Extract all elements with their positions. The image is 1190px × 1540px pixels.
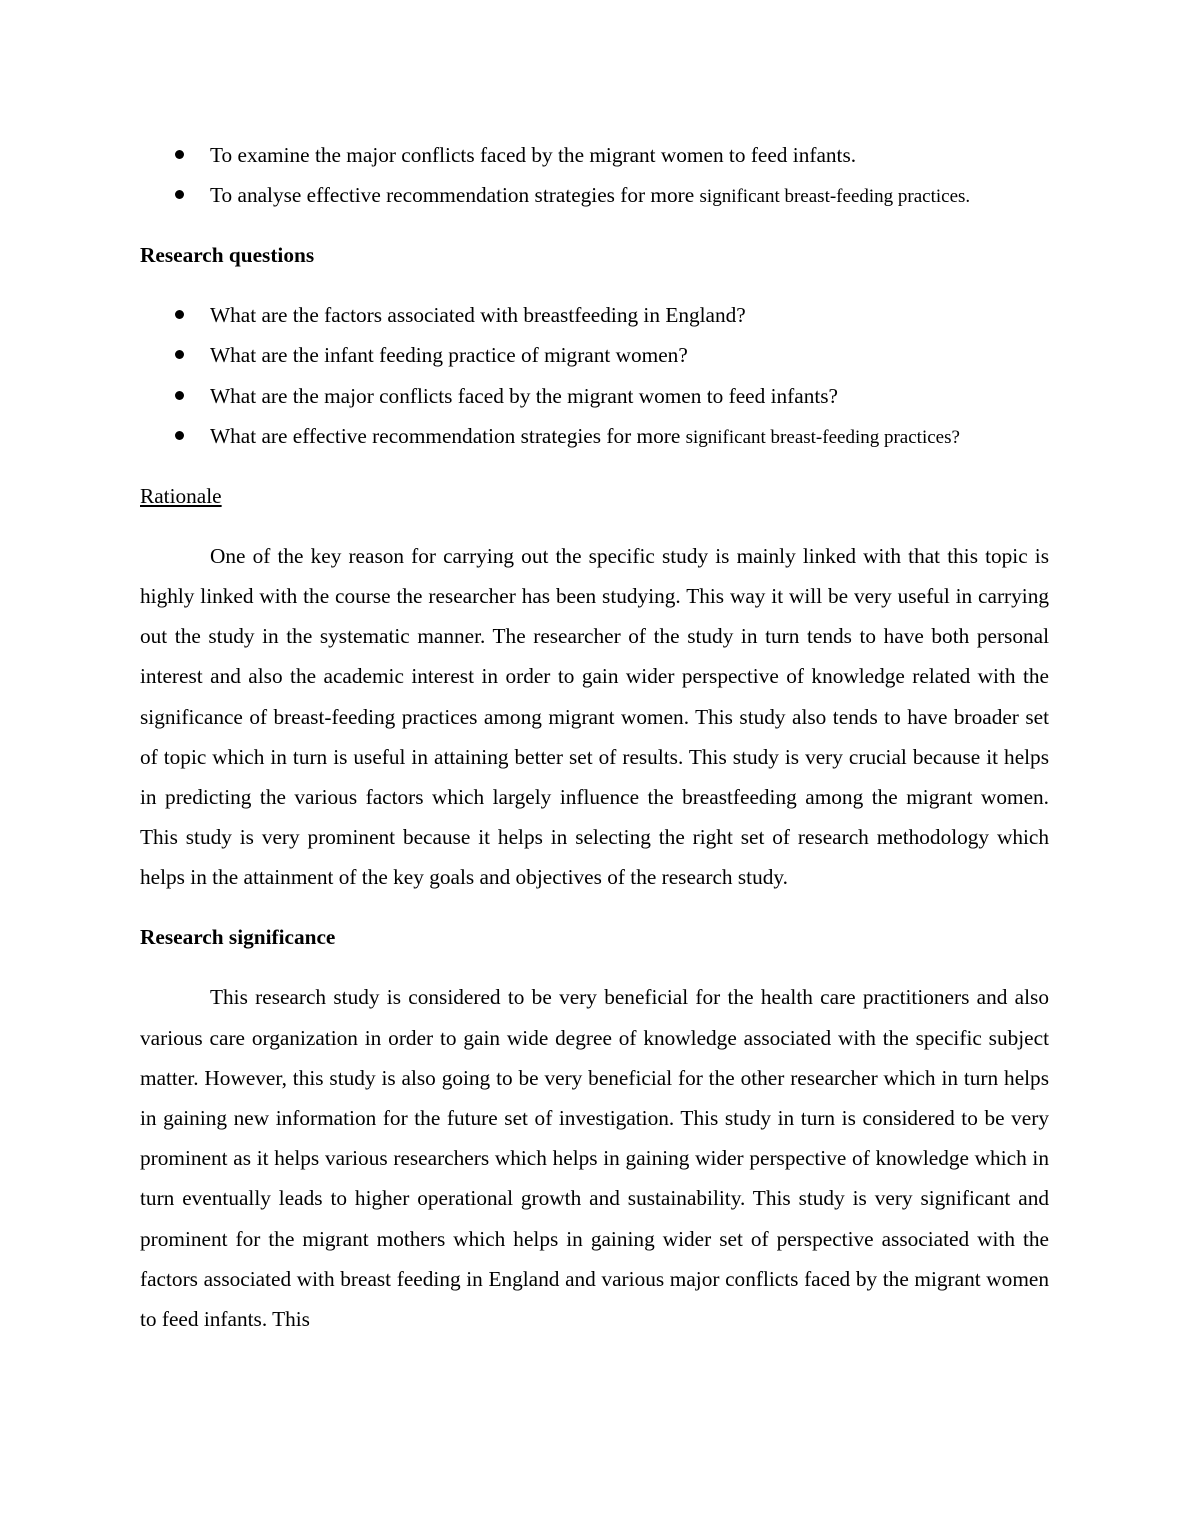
research-questions-list (140, 295, 1049, 456)
bullet-icon (175, 310, 184, 319)
question-text-small: significant breast-feeding practices? (685, 426, 960, 448)
question-item (140, 416, 1049, 456)
bullet-icon (175, 431, 184, 440)
document-page (140, 135, 1049, 1339)
objective-text: To examine the major conflicts faced by the migrant women to feed infants. (210, 143, 857, 167)
question-text: What are the major conflicts faced by the migrant women to feed infants? (210, 383, 839, 408)
significance-paragraph: This research study is considered to be very beneficial for the health care practitioners and also various care organization in order to gain wide degree of knowledge associated with the specific subject matter. However, this study is also going to be very beneficial for the other researcher which in turn helps in gaining new information for the future set of investigation. This study in turn is considered to be very prominent as it helps various researchers which helps in gaining wider perspective of knowledge which in turn eventually leads to higher operational growth and sustainability. This study is very significant and prominent for the migrant mothers which helps in gaining wider set of perspective associated with the factors associated with breast feeding in England and various major conflicts faced by the migrant women to feed infants. This (140, 985, 1049, 1331)
objective-text: To analyse effective recommendation strategies for more (210, 183, 700, 208)
objective-item (140, 135, 1049, 175)
question-item (140, 295, 1049, 335)
objective-item (140, 175, 1049, 215)
question-item (140, 335, 1049, 375)
question-item (140, 376, 1049, 416)
research-significance-heading: Research significance (140, 925, 336, 950)
objectives-list (140, 135, 1049, 215)
bullet-icon (175, 391, 184, 400)
question-text: What are the infant feeding practice of migrant women? (210, 343, 688, 368)
bullet-icon (175, 150, 184, 159)
bullet-icon (175, 190, 184, 199)
objective-text-small: significant breast-feeding practices. (699, 186, 971, 208)
bullet-icon (175, 350, 184, 359)
research-questions-heading: Research questions (140, 243, 315, 268)
question-text: What are the factors associated with breastfeeding in England? (210, 303, 746, 328)
rationale-paragraph: One of the key reason for carrying out the specific study is mainly linked with that this topic is highly linked with the course the researcher has been studying. This way it will be very useful in carrying out the study in the systematic manner. The researcher of the study in turn tends to have both personal interest and also the academic interest in order to gain wider perspective of knowledge related with the significance of breast-feeding practices among migrant women. This study also tends to have broader set of topic which in turn is useful in attaining better set of results. This study is very crucial because it helps in predicting the various factors which largely influence the breastfeeding among the migrant women. This study is very prominent because it helps in selecting the right set of research methodology which helps in the attainment of the key goals and objectives of the research study. (140, 543, 1049, 890)
rationale-heading: Rationale (140, 483, 222, 508)
question-text: What are effective recommendation strategies for more (210, 423, 686, 448)
